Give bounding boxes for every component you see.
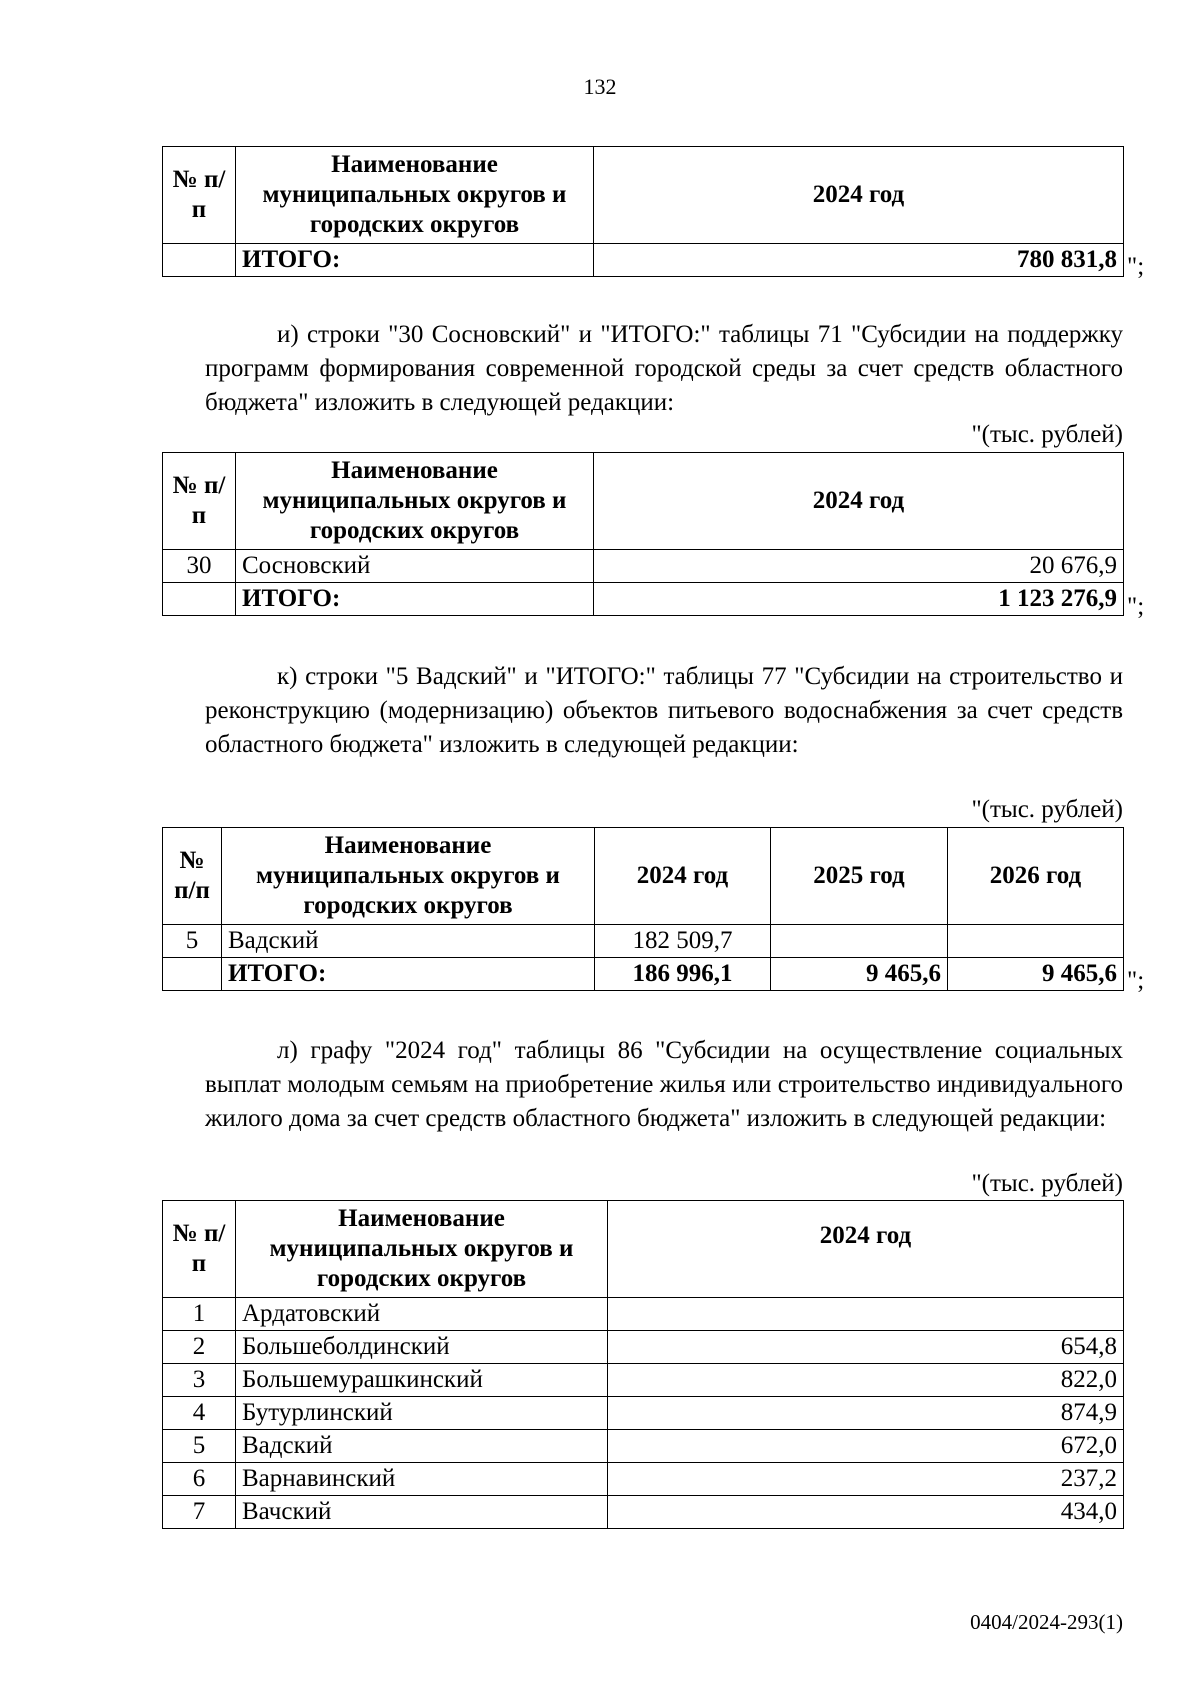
page-number: 132 bbox=[583, 74, 617, 99]
table-3 bbox=[162, 827, 1124, 991]
table-header-row bbox=[163, 1201, 1124, 1298]
col-header-name: Наименование муниципальных округов и городских округов bbox=[236, 453, 594, 550]
table-4 bbox=[162, 1200, 1124, 1529]
col-header-2024: 2024 год bbox=[595, 828, 771, 925]
unit-label: "(тыс. рублей) bbox=[971, 421, 1123, 448]
total-2025: 9 465,6 bbox=[771, 958, 948, 991]
total-2026: 9 465,6 bbox=[948, 958, 1124, 991]
table-row: 5 Вадский 672,0 bbox=[163, 1430, 1124, 1463]
table-row: 4 Бутурлинский 874,9 bbox=[163, 1397, 1124, 1430]
col-header-number: № п/п bbox=[163, 828, 222, 925]
total-2024: 186 996,1 bbox=[595, 958, 771, 991]
table-row: 1 Ардатовский bbox=[163, 1298, 1124, 1331]
col-header-2024: 2024 год bbox=[594, 147, 1124, 244]
paragraph-k: к) строки "5 Вадский" и "ИТОГО:" таблицы 77 "Субсидии на строительство и реконструкцию (модернизацию) объектов питьевого водоснабжения за счет средств областного бюджета" изложить в следующей редакции: bbox=[205, 663, 1123, 758]
paragraph-i: и) строки "30 Сосновский" и "ИТОГО:" таблицы 71 "Субсидии на поддержку программ формирования современной городской среды за счет средств областного бюджета" изложить в следующей редакции: bbox=[205, 321, 1123, 416]
unit-label: "(тыс. рублей) bbox=[971, 796, 1123, 823]
total-value: 780 831,8 bbox=[594, 244, 1124, 277]
table-header-row bbox=[163, 828, 1124, 925]
col-header-2024: 2024 год bbox=[594, 453, 1124, 550]
quote-suffix: "; bbox=[1127, 253, 1145, 280]
table-2 bbox=[162, 452, 1124, 616]
table-total-row bbox=[163, 244, 1124, 277]
col-header-number: № п/п bbox=[163, 1201, 236, 1298]
table-row: 7 Вачский 434,0 bbox=[163, 1496, 1124, 1529]
table-header-row bbox=[163, 147, 1124, 244]
table-1 bbox=[162, 146, 1124, 277]
paragraph-l: л) графу "2024 год" таблицы 86 "Субсидии на осуществление социальных выплат молодым семьям на приобретение жилья или строительство индивидуального жилого дома за счет средств областного бюджета" изложить в следующей редакции: bbox=[205, 1037, 1123, 1132]
quote-suffix: "; bbox=[1127, 593, 1145, 620]
col-header-number: № п/п bbox=[163, 147, 236, 244]
col-header-2024: 2024 год bbox=[608, 1201, 1124, 1298]
unit-label: "(тыс. рублей) bbox=[971, 1170, 1123, 1197]
table-row: 3 Большемурашкинский 822,0 bbox=[163, 1364, 1124, 1397]
col-header-name: Наименование муниципальных округов и городских округов bbox=[236, 1201, 608, 1298]
table-row: 30 Сосновский 20 676,9 bbox=[163, 550, 1124, 583]
col-header-2026: 2026 год bbox=[948, 828, 1124, 925]
table-row: 5 Вадский 182 509,7 bbox=[163, 925, 1124, 958]
total-label: ИТОГО: bbox=[236, 244, 594, 277]
document-code: 0404/2024-293(1) bbox=[970, 1610, 1123, 1634]
table-total-row bbox=[163, 583, 1124, 616]
total-value: 1 123 276,9 bbox=[594, 583, 1124, 616]
col-header-number: № п/п bbox=[163, 453, 236, 550]
table-total-row bbox=[163, 958, 1124, 991]
quote-suffix: "; bbox=[1127, 967, 1145, 994]
table-row: 2 Большеболдинский 654,8 bbox=[163, 1331, 1124, 1364]
table-row: 6 Варнавинский 237,2 bbox=[163, 1463, 1124, 1496]
col-header-2025: 2025 год bbox=[771, 828, 948, 925]
table-header-row bbox=[163, 453, 1124, 550]
col-header-name: Наименование муниципальных округов и городских округов bbox=[236, 147, 594, 244]
total-label: ИТОГО: bbox=[236, 583, 594, 616]
col-header-name: Наименование муниципальных округов и городских округов bbox=[222, 828, 595, 925]
total-label: ИТОГО: bbox=[222, 958, 595, 991]
